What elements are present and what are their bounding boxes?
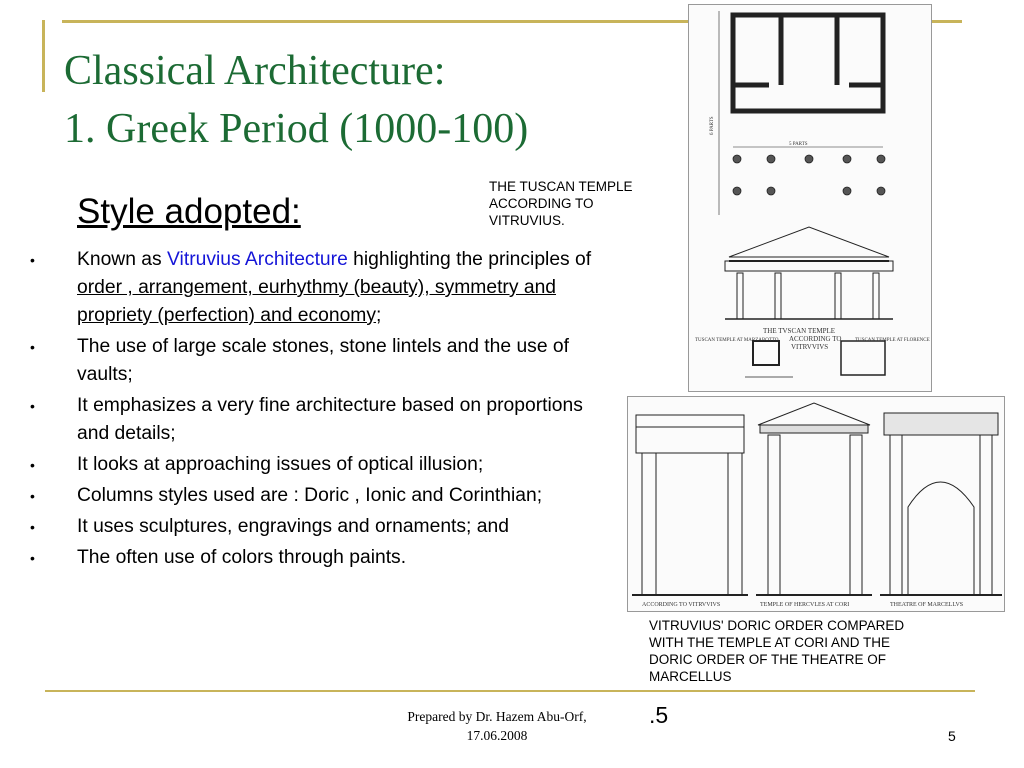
figure-label-5-parts: 5 PARTS	[789, 142, 808, 147]
temple-plan	[719, 11, 883, 215]
list-item: • Columns styles used are : Doric , Ionic and Corinthian;	[30, 482, 596, 510]
footer-prepared: Prepared by Dr. Hazem Abu-Orf,	[407, 709, 587, 724]
bullet-dot: •	[30, 457, 35, 473]
list-item: • It emphasizes a very fine architecture based on proportions and details;	[30, 392, 596, 448]
tuscan-temple-drawing	[688, 4, 932, 392]
bullet-dot: •	[30, 550, 35, 566]
figure-label-vitruvius: VITRVVIVS	[791, 343, 829, 351]
doric-caption	[649, 617, 904, 685]
tuscan-caption	[489, 178, 633, 229]
footer-date: 17.06.2008	[466, 728, 528, 743]
list-item: • The often use of colors through paints.	[30, 544, 596, 572]
bullet-dot: •	[30, 398, 35, 414]
title-line-1: Classical Architecture:	[64, 48, 446, 94]
figure-label-according: ACCORDING TO	[789, 335, 842, 343]
list-item: • The use of large scale stones, stone lintels and the use of vaults;	[30, 333, 596, 389]
footer-credit	[372, 707, 622, 745]
principles-underlined: order , arrangement, eurhythmy (beauty), symmetry and propriety (perfection) and economy	[77, 277, 557, 326]
caption-line: ACCORDING TO	[489, 196, 594, 211]
list-item: • Known as Vitruvius Architecture highlighting the principles of order , arrangement, eurhythmy (beauty), symmetry and propriety (perfection) and economy;	[30, 246, 596, 330]
caption-line: THE TUSCAN TEMPLE	[489, 179, 633, 194]
caption-number: .5	[649, 702, 669, 728]
left-accent-rule	[42, 20, 45, 92]
title-line-2: 1. Greek Period (1000-100)	[64, 106, 529, 152]
bullet-dot: •	[30, 252, 35, 268]
figure-label-vitruvius-order: ACCORDING TO VITRVVIVS	[642, 602, 721, 608]
list-item: • It looks at approaching issues of optical illusion;	[30, 451, 596, 479]
doric-marcellus	[880, 413, 1002, 595]
caption-line: VITRUVIUS' DORIC ORDER COMPARED	[649, 618, 905, 633]
page-number: 5	[948, 728, 956, 744]
temple-elevation	[725, 227, 893, 319]
bullet-dot: •	[30, 488, 35, 504]
bullet-dot: •	[30, 519, 35, 535]
doric-order-drawing	[627, 396, 1005, 612]
figure-label-florence: TUSCAN TEMPLE AT FLORENCE	[855, 338, 930, 343]
caption-line: WITH THE TEMPLE AT CORI AND THE	[649, 635, 891, 650]
plan-columns	[733, 155, 885, 195]
vitruvius-highlight: Vitruvius Architecture	[167, 249, 348, 270]
figure-label-marcellus: THEATRE OF MARCELLVS	[890, 602, 964, 608]
bullet-dot: •	[30, 339, 35, 355]
figure-label-tuscan: THE TVSCAN TEMPLE	[763, 327, 836, 335]
caption-line: DORIC ORDER OF THE THEATRE OF	[649, 652, 887, 667]
bullet-list	[30, 246, 596, 575]
list-item: • It uses sculptures, engravings and ornaments; and	[30, 513, 596, 541]
subheading: Style adopted:	[77, 192, 301, 231]
caption-line: VITRUVIUS.	[489, 213, 565, 228]
figure-label-cori: TEMPLE OF HERCVLES AT CORI	[760, 602, 850, 608]
bottom-accent-rule	[45, 690, 975, 692]
slide-title	[64, 42, 528, 158]
figure-label-6-parts: 6 PARTS	[710, 116, 715, 135]
doric-vitruvius	[632, 415, 748, 595]
doric-cori	[756, 403, 872, 595]
figure-label-marzabotto: TUSCAN TEMPLE AT MARZABOTTO	[695, 338, 779, 343]
caption-line: MARCELLUS	[649, 669, 732, 684]
